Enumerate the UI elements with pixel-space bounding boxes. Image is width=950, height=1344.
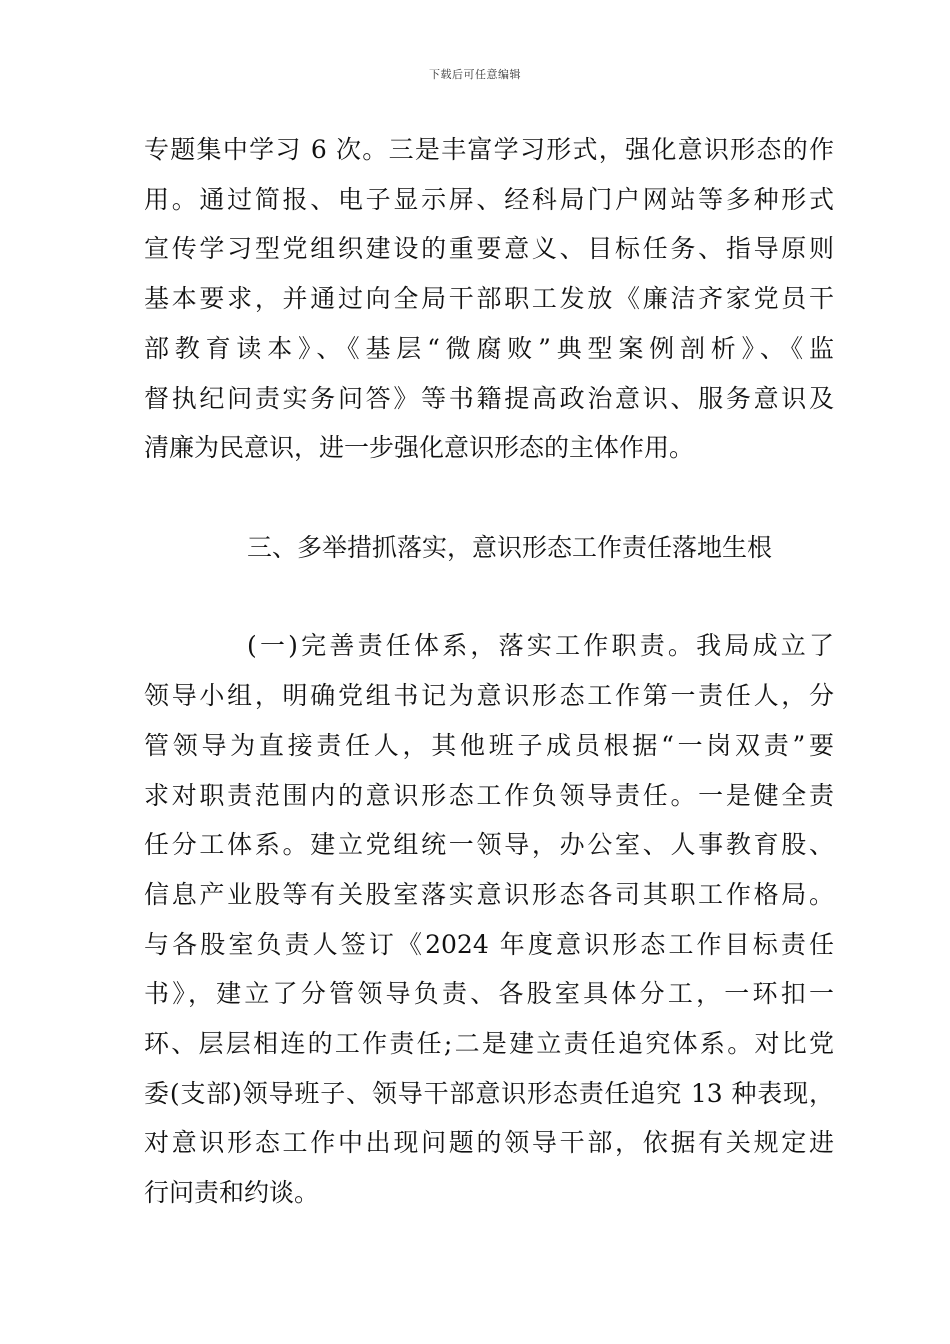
text-line: 领导小组，明确党组书记为意识形态工作第一责任人，分	[144, 681, 834, 710]
text-line: 委(支部)领导班子、领导干部意识形态责任追究 13 种表现，	[144, 1079, 834, 1108]
text-line: 基本要求，并通过向全局干部职工发放《廉洁齐家党员干	[144, 284, 834, 313]
text-line: 行问责和约谈。	[144, 1178, 320, 1207]
text-line: 任分工体系。建立党组统一领导，办公室、人事教育股、	[144, 830, 834, 859]
text-line: 用。通过简报、电子显示屏、经科局门户网站等多种形式	[144, 185, 834, 214]
text-line: 环、层层相连的工作责任;二是建立责任追究体系。对比党	[144, 1029, 834, 1058]
text-line: 督执纪问责实务问答》等书籍提高政治意识、服务意识及	[144, 384, 834, 413]
text-line: 与各股室负责人签订《2024 年度意识形态工作目标责任	[144, 930, 834, 959]
text-line: 管领导为直接责任人，其他班子成员根据“一岗双责”要	[144, 731, 834, 760]
text-line: 对意识形态工作中出现问题的领导干部，依据有关规定进	[144, 1128, 834, 1157]
text-line: 部教育读本》、《基层“微腐败”典型案例剖析》、《监	[144, 334, 834, 363]
text-line: 宣传学习型党组织建设的重要意义、目标任务、指导原则	[144, 234, 834, 263]
text-line: 求对职责范围内的意识形态工作负领导责任。一是健全责	[144, 781, 834, 810]
text-line: 专题集中学习 6 次。三是丰富学习形式，强化意识形态的作	[144, 135, 834, 164]
section-heading: 三、多举措抓落实，意识形态工作责任落地生根	[247, 533, 773, 562]
header-note: 下载后可任意编辑	[429, 68, 521, 81]
text-line: 清廉为民意识，进一步强化意识形态的主体作用。	[144, 433, 695, 462]
text-line: (一)完善责任体系，落实工作职责。我局成立了	[247, 631, 834, 660]
text-line: 信息产业股等有关股室落实意识形态各司其职工作格局。	[144, 880, 834, 909]
text-line: 书》，建立了分管领导负责、各股室具体分工，一环扣一	[144, 979, 834, 1008]
